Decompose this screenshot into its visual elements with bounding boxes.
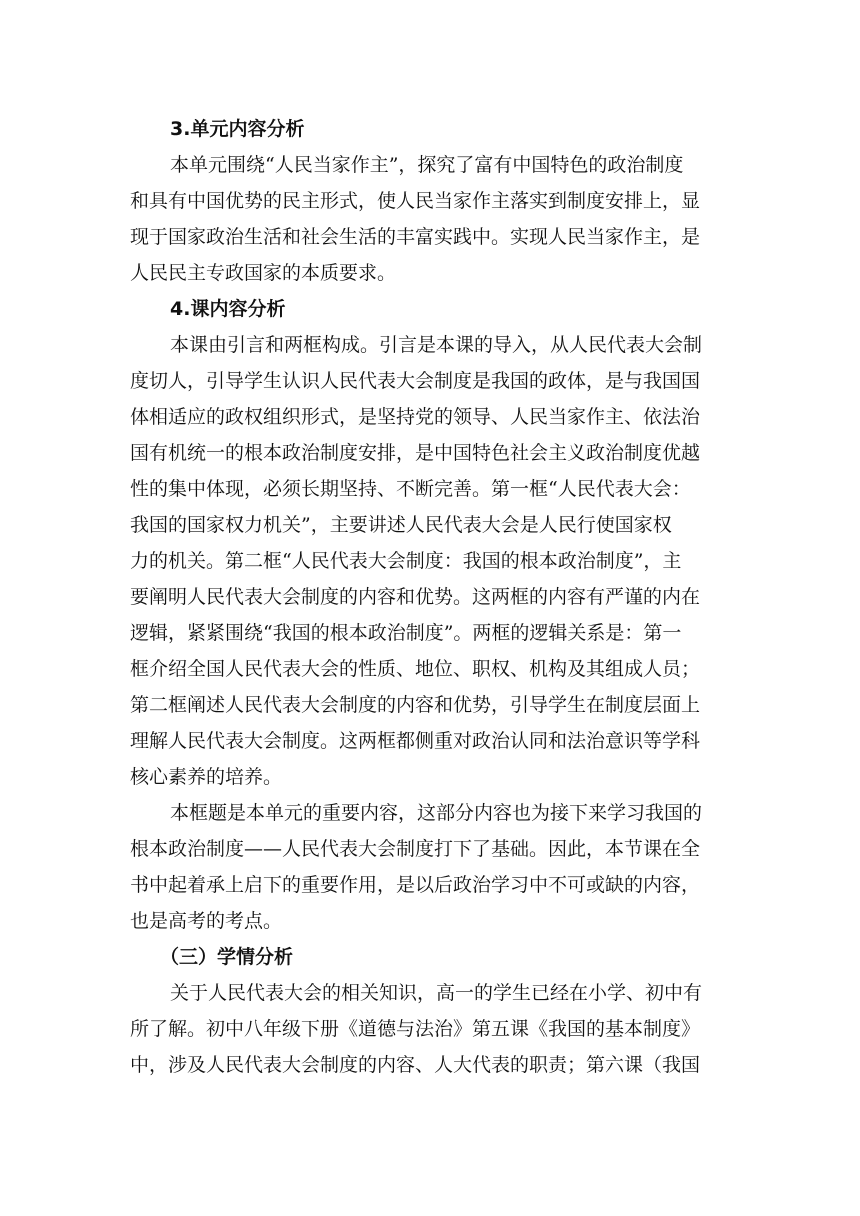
text-line: 本单元围绕“人民当家作主”，探究了富有中国特色的政治制度 bbox=[170, 154, 684, 176]
text-line: 现于国家政治生活和社会生活的丰富实践中。实现人民当家作主，是 bbox=[130, 226, 701, 248]
text-line: 框介绍全国人民代表大会的性质、地位、职权、机构及其组成人员； bbox=[130, 658, 701, 680]
text-line: 第二框阐述人民代表大会制度的内容和优势，引导学生在制度层面上 bbox=[130, 694, 701, 716]
text-line: 体相适应的政权组织形式，是坚持党的领导、人民当家作主、依法治 bbox=[130, 406, 701, 428]
text-line: 性的集中体现，必须长期坚持、不断完善。第一框“人民代表大会： bbox=[130, 478, 691, 500]
text-line: 我国的国家权力机关”，主要讲述人民代表大会是人民行使国家权 bbox=[130, 514, 672, 536]
text-line: 也是高考的考点。 bbox=[130, 910, 283, 932]
section-heading-lesson-analysis: 4.课内容分析 bbox=[170, 298, 286, 320]
text-line: 逻辑，紧紧围绕“我国的根本政治制度”。两框的逻辑关系是：第一 bbox=[130, 622, 682, 644]
text-line: 核心素养的培养。 bbox=[130, 766, 283, 788]
text-line: 书中起着承上启下的重要作用，是以后政治学习中不可或缺的内容， bbox=[130, 874, 701, 896]
text-line: 国有机统一的根本政治制度安排，是中国特色社会主义政治制度优越 bbox=[130, 442, 701, 464]
paragraph-lesson-importance bbox=[130, 795, 730, 939]
text-line: 根本政治制度——人民代表大会制度打下了基础。因此，本节课在全 bbox=[130, 838, 701, 860]
text-line: 要阐明人民代表大会制度的内容和优势。这两框的内容有严谨的内在 bbox=[130, 586, 701, 608]
document-page bbox=[130, 111, 730, 1083]
text-line: 中，涉及人民代表大会制度的内容、人大代表的职责；第六课（我国 bbox=[130, 1054, 701, 1076]
paragraph-lesson-analysis bbox=[130, 327, 730, 795]
section-heading-unit-analysis: 3.单元内容分析 bbox=[170, 118, 305, 140]
section-heading-student-analysis: （三）学情分析 bbox=[160, 946, 294, 968]
text-line: 关于人民代表大会的相关知识，高一的学生已经在小学、初中有 bbox=[170, 982, 703, 1004]
text-line: 本框题是本单元的重要内容，这部分内容也为接下来学习我国的 bbox=[170, 802, 703, 824]
text-line: 理解人民代表大会制度。这两框都侧重对政治认同和法治意识等学科 bbox=[130, 730, 701, 752]
paragraph-student-analysis bbox=[130, 975, 730, 1083]
text-line: 力的机关。第二框“人民代表大会制度：我国的根本政治制度”，主 bbox=[130, 550, 682, 572]
text-line: 本课由引言和两框构成。引言是本课的导入，从人民代表大会制 bbox=[170, 334, 703, 356]
text-line: 人民民主专政国家的本质要求。 bbox=[130, 262, 397, 284]
text-line: 和具有中国优势的民主形式，使人民当家作主落实到制度安排上，显 bbox=[130, 190, 701, 212]
paragraph-unit-analysis bbox=[130, 147, 730, 291]
text-line: 所了解。初中八年级下册《道德与法治》第五课《我国的基本制度》 bbox=[130, 1018, 701, 1040]
text-line: 度切人，引导学生认识人民代表大会制度是我国的政体，是与我国国 bbox=[130, 370, 701, 392]
